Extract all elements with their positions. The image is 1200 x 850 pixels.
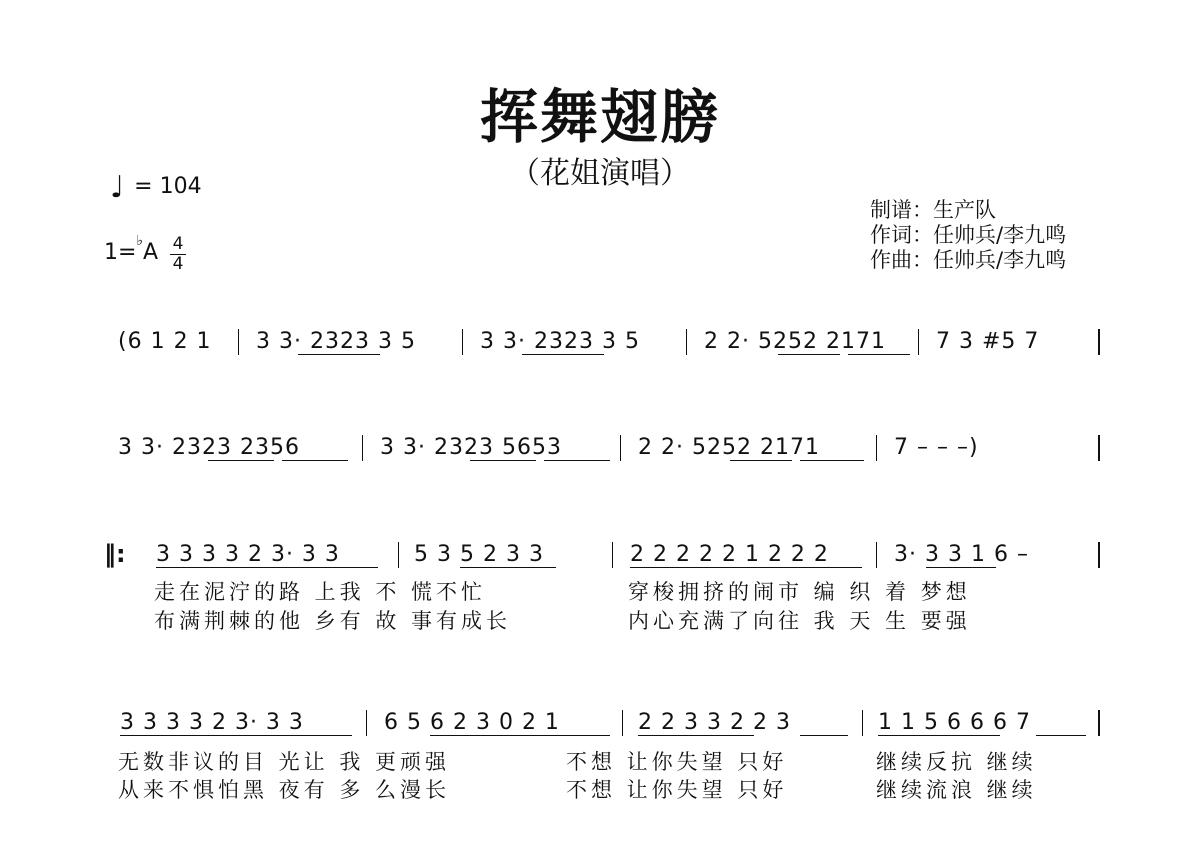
underline-beam bbox=[878, 735, 1000, 736]
barline bbox=[398, 542, 399, 568]
measure: 7 3 #5 7 bbox=[936, 329, 1040, 354]
underline-beam bbox=[544, 460, 610, 461]
underline-beam bbox=[522, 354, 604, 355]
measure: 2 2 3 3 2 2 3 bbox=[638, 710, 791, 735]
underline-beam bbox=[730, 460, 792, 461]
tempo-marking bbox=[110, 170, 202, 205]
underline-beam bbox=[120, 735, 352, 736]
credit-lyricist: 作词：任帅兵/李九鸣 bbox=[870, 223, 1067, 247]
lyric-line: 继续流浪 继续 bbox=[876, 778, 1037, 802]
flat-icon: ♭ bbox=[136, 233, 144, 249]
lyric-line: 不想 让你失望 只好 bbox=[566, 778, 788, 802]
measure: 2 2· 5252 2171 bbox=[704, 329, 886, 354]
tempo-value: = 104 bbox=[134, 174, 202, 199]
underline-beam bbox=[460, 567, 556, 568]
measure: 3 3 3 3 2 3· 3 3 bbox=[156, 542, 340, 567]
measure: 7 – – –) bbox=[894, 435, 979, 460]
barline bbox=[686, 329, 687, 355]
barline bbox=[462, 329, 463, 355]
underline-beam bbox=[430, 735, 610, 736]
measure: 3 3 3 3 2 3· 3 3 bbox=[120, 710, 304, 735]
underline-beam bbox=[282, 460, 348, 461]
lyric-line: 继续反抗 继续 bbox=[876, 750, 1037, 774]
staff-system-1 bbox=[0, 327, 1200, 387]
underline-beam bbox=[800, 460, 864, 461]
song-subtitle: （花姐演唱） bbox=[510, 156, 690, 191]
lyric-line: 从来不惧怕黑 夜有 多 么漫长 bbox=[118, 778, 451, 802]
measure: 2 2· 5252 2171 bbox=[638, 435, 820, 460]
barline bbox=[1098, 435, 1100, 461]
measure: (6 1 2 1 bbox=[118, 329, 212, 354]
underline-beam bbox=[926, 567, 996, 568]
barline bbox=[622, 710, 623, 736]
underline-beam bbox=[800, 735, 848, 736]
measure: 1 1 5 6 6 6 7 bbox=[878, 710, 1031, 735]
lyric-line: 穿梭拥挤的闹市 编 织 着 梦想 bbox=[628, 580, 971, 604]
lyric-line: 布满荆棘的他 乡有 故 事有成长 bbox=[154, 609, 512, 633]
measure: 3 3· 2323 3 5 bbox=[480, 329, 640, 354]
underline-beam bbox=[208, 460, 274, 461]
quarter-note-icon: ♩ bbox=[110, 170, 125, 205]
barline bbox=[1098, 329, 1100, 355]
lyric-line: 走在泥泞的路 上我 不 慌不忙 bbox=[154, 580, 487, 604]
measure: 3 3· 2323 5653 bbox=[380, 435, 562, 460]
time-sig-top: 4 bbox=[172, 234, 184, 254]
measure: 3 3· 2323 2356 bbox=[118, 435, 300, 460]
measure: 2 2 2 2 2 1 2 2 2 bbox=[630, 542, 829, 567]
barline bbox=[876, 542, 877, 568]
key-letter: A bbox=[143, 240, 159, 265]
underline-beam bbox=[630, 567, 862, 568]
credits bbox=[870, 198, 1066, 273]
credit-composer: 作曲：任帅兵/李九鸣 bbox=[870, 248, 1067, 272]
key-signature bbox=[104, 233, 159, 265]
barline bbox=[238, 329, 239, 355]
barline bbox=[1098, 710, 1100, 736]
barline bbox=[362, 435, 363, 461]
lyric-line: 无数非议的目 光让 我 更顽强 bbox=[118, 750, 451, 774]
barline bbox=[620, 435, 621, 461]
underline-beam bbox=[1036, 735, 1086, 736]
song-title: 挥舞翅膀 bbox=[479, 83, 720, 151]
underline-beam bbox=[638, 735, 754, 736]
barline bbox=[876, 435, 877, 461]
measure: 5 3 5 2 3 3 bbox=[414, 542, 544, 567]
barline bbox=[918, 329, 919, 355]
key-prefix: 1= bbox=[104, 240, 137, 265]
underline-beam bbox=[470, 460, 536, 461]
measure: 6 5 6 2 3 0 2 1 bbox=[384, 710, 560, 735]
underline-beam bbox=[298, 354, 380, 355]
credit-arranger: 制谱：生产队 bbox=[870, 198, 996, 222]
staff-system-2 bbox=[0, 433, 1200, 493]
barline bbox=[366, 710, 367, 736]
time-signature bbox=[170, 236, 186, 273]
measure: 3· 3 3 1 6 – bbox=[894, 542, 1029, 567]
barline bbox=[612, 542, 613, 568]
underline-beam bbox=[156, 567, 378, 568]
barline bbox=[1098, 542, 1100, 568]
underline-beam bbox=[848, 354, 910, 355]
lyric-line: 不想 让你失望 只好 bbox=[566, 750, 788, 774]
time-sig-bottom: 4 bbox=[172, 254, 184, 274]
measure: 3 3· 2323 3 5 bbox=[256, 329, 416, 354]
barline bbox=[862, 710, 863, 736]
repeat-start-sign: ‖: bbox=[104, 540, 126, 568]
lyric-line: 内心充满了向往 我 天 生 要强 bbox=[628, 609, 971, 633]
underline-beam bbox=[778, 354, 840, 355]
